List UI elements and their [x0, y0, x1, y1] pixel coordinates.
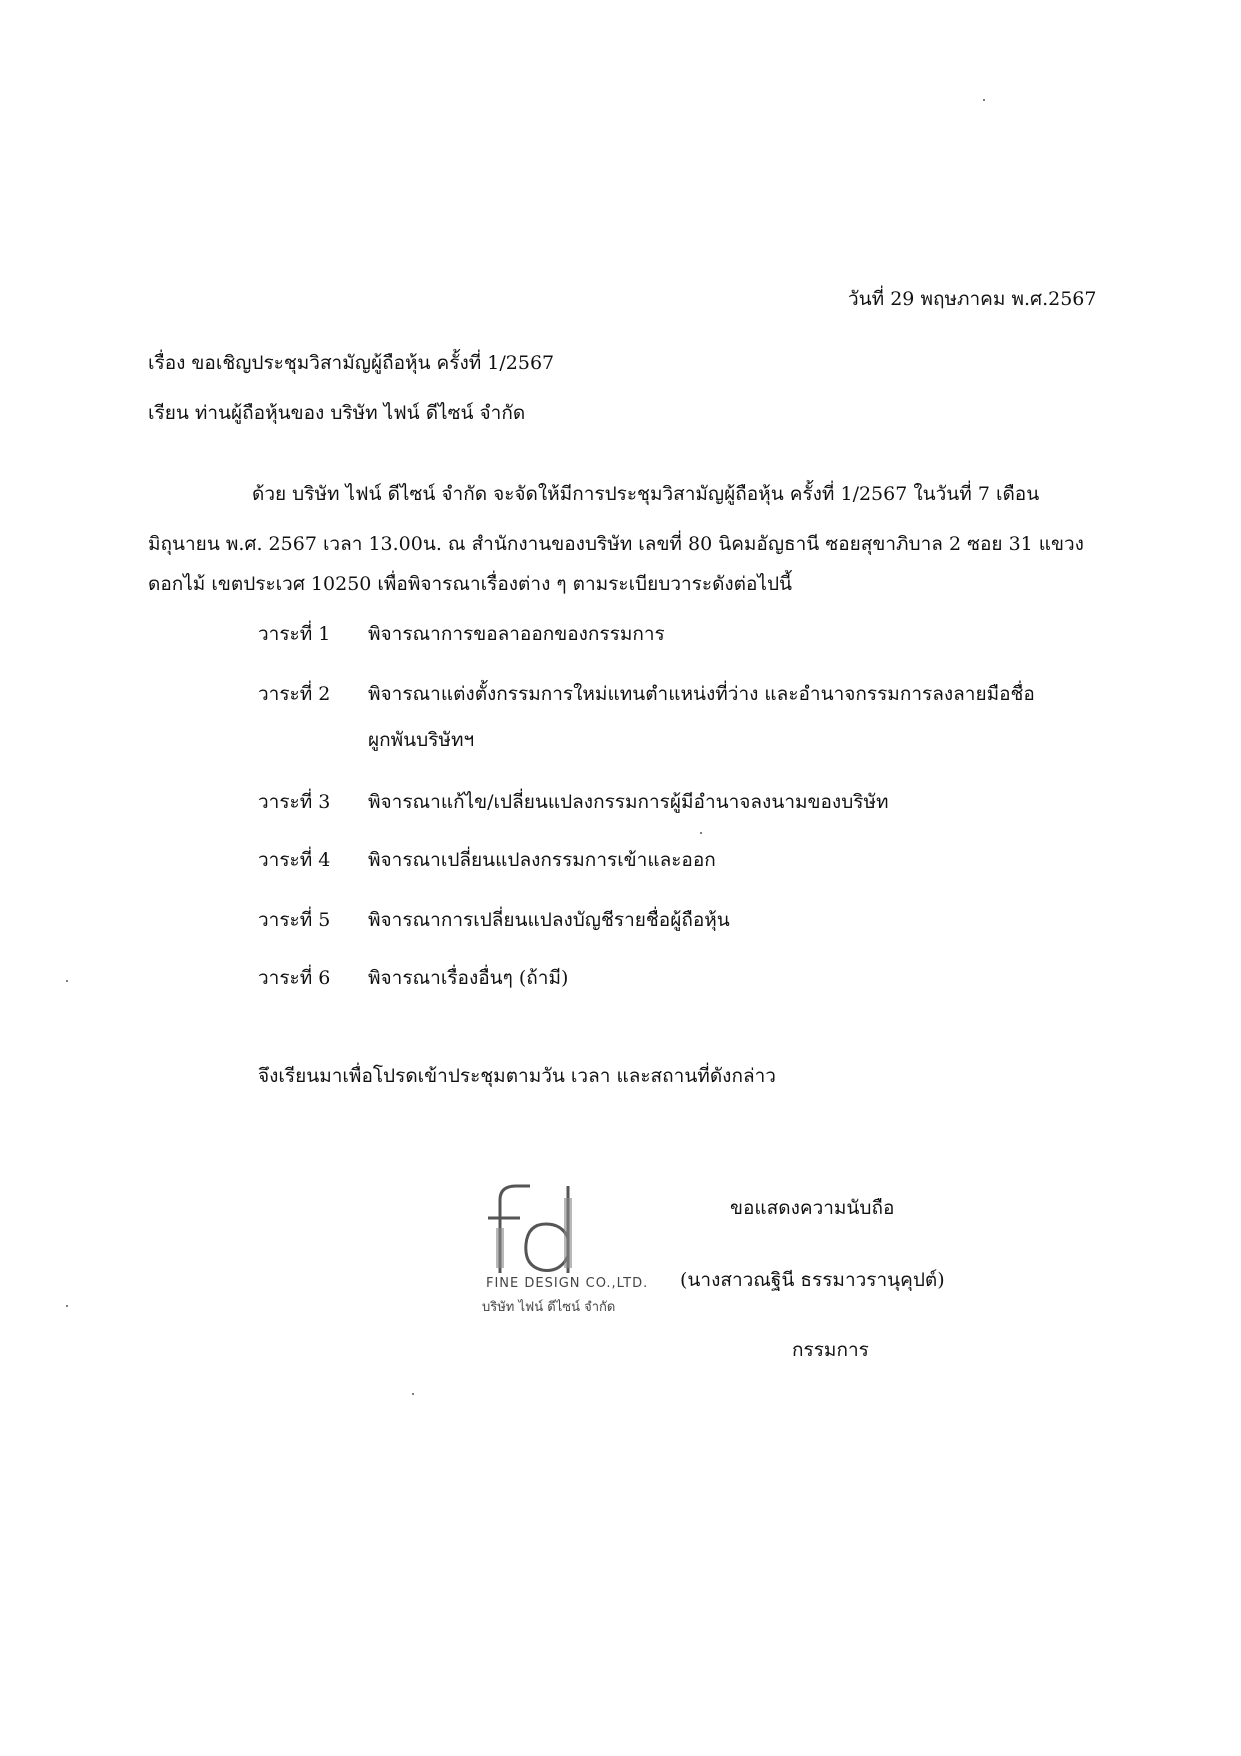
- scan-speck: [66, 980, 68, 982]
- seal-company-name-en: FINE DESIGN CO.,LTD.: [486, 1276, 649, 1291]
- agenda-item-2-continuation: ผูกพันบริษัทฯ: [368, 729, 475, 751]
- agenda-number: วาระที่ 2: [258, 683, 331, 705]
- body-line-1: ด้วย บริษัท ไฟน์ ดีไซน์ จำกัด จะจัดให้มีการประชุมวิสามัญผู้ถือหุ้น ครั้งที่ 1/2567 ในวันที่ 7 เดือน: [252, 483, 1040, 505]
- agenda-number: วาระที่ 6: [258, 967, 331, 989]
- letter-subject: เรื่อง ขอเชิญประชุมวิสามัญผู้ถือหุ้น ครั้งที่ 1/2567: [148, 352, 555, 374]
- agenda-number: วาระที่ 1: [258, 623, 331, 645]
- letter-date: วันที่ 29 พฤษภาคม พ.ศ.2567: [848, 288, 1097, 310]
- regards-line: ขอแสดงความนับถือ: [730, 1197, 895, 1219]
- signatory-position: กรรมการ: [792, 1339, 869, 1361]
- agenda-item-5: [258, 905, 730, 935]
- agenda-number: วาระที่ 5: [258, 909, 331, 931]
- signatory-name: (นางสาวณฐินี ธรรมาวรานุคุปต์): [680, 1269, 945, 1291]
- agenda-text: พิจารณาการขอลาออกของกรรมการ: [368, 623, 665, 645]
- agenda-text: พิจารณาแต่งตั้งกรรมการใหม่แทนตำแหน่งที่ว่าง และอำนาจกรรมการลงลายมือชื่อ: [368, 683, 1035, 705]
- closing-line: จึงเรียนมาเพื่อโปรดเข้าประชุมตามวัน เวลา และสถานที่ดังกล่าว: [258, 1065, 776, 1087]
- agenda-text: พิจารณาเปลี่ยนแปลงกรรมการเข้าและออก: [368, 849, 716, 871]
- agenda-text: พิจารณาเรื่องอื่นๆ (ถ้ามี): [368, 967, 569, 989]
- scan-speck: [412, 1393, 414, 1395]
- scan-speck: [66, 1305, 68, 1307]
- fd-monogram-logo: [470, 1178, 640, 1278]
- body-line-2: มิถุนายน พ.ศ. 2567 เวลา 13.00น. ณ สำนักงานของบริษัท เลขที่ 80 นิคมอัญธานี ซอยสุขาภิบาล 2 ซอย 31 แขวง: [148, 533, 1084, 555]
- agenda-item-2: [258, 679, 1035, 709]
- agenda-number: วาระที่ 3: [258, 791, 331, 813]
- agenda-item-6: [258, 963, 568, 993]
- letter-recipient: เรียน ท่านผู้ถือหุ้นของ บริษัท ไฟน์ ดีไซน์ จำกัด: [148, 402, 526, 424]
- agenda-item-1: [258, 619, 665, 649]
- agenda-text: พิจารณาการเปลี่ยนแปลงบัญชีรายชื่อผู้ถือหุ้น: [368, 909, 730, 931]
- agenda-text: พิจารณาแก้ไข/เปลี่ยนแปลงกรรมการผู้มีอำนาจลงนามของบริษัท: [368, 791, 889, 813]
- agenda-number: วาระที่ 4: [258, 849, 331, 871]
- agenda-item-4: [258, 845, 716, 875]
- scan-speck: [983, 99, 985, 101]
- body-line-3: ดอกไม้ เขตประเวศ 10250 เพื่อพิจารณาเรื่องต่าง ๆ ตามระเบียบวาระดังต่อไปนี้: [148, 573, 793, 595]
- agenda-item-3: [258, 787, 889, 817]
- seal-company-name-th: บริษัท ไฟน์ ดีไซน์ จำกัด: [482, 1300, 616, 1315]
- scan-speck: [700, 832, 702, 834]
